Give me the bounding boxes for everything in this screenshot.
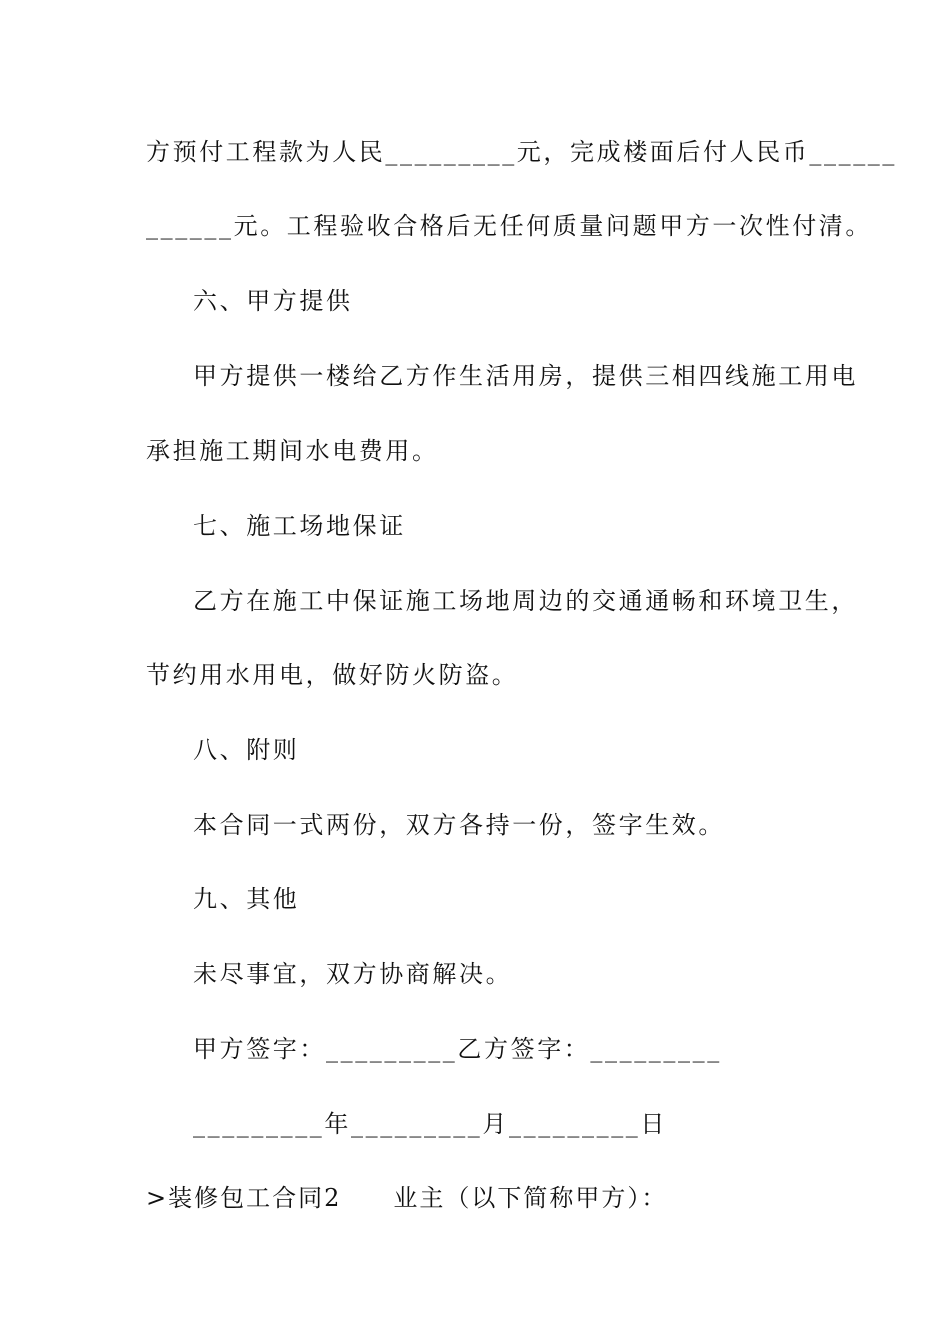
section-heading-8: 八、附则: [193, 736, 300, 764]
section-heading-6: 六、甲方提供: [193, 287, 353, 315]
section-6-text-line-1: 甲方提供一楼给乙方作生活用房，提供三相四线施工用电: [193, 362, 858, 390]
payment-terms-line-1: 方预付工程款为人民_________元，完成楼面后付人民币______: [146, 138, 897, 166]
payment-terms-line-2: ______元。工程验收合格后无任何质量问题甲方一次性付清。: [146, 212, 872, 240]
date-line: _________年_________月_________日: [193, 1110, 667, 1138]
section-7-text-line-1: 乙方在施工中保证施工场地周边的交通通畅和环境卫生，: [193, 587, 858, 615]
section-7-text-line-2: 节约用水用电，做好防火防盗。: [146, 661, 519, 689]
section-8-text: 本合同一式两份，双方各持一份，签字生效。: [193, 811, 725, 839]
signature-line: 甲方签字：_________乙方签字：_________: [193, 1035, 722, 1063]
section-heading-7: 七、施工场地保证: [193, 512, 406, 540]
next-contract-title: >装修包工合同2 业主（以下简称甲方）：: [146, 1184, 668, 1212]
section-heading-9: 九、其他: [193, 885, 300, 913]
section-6-text-line-2: 承担施工期间水电费用。: [146, 437, 439, 465]
section-9-text: 未尽事宜，双方协商解决。: [193, 960, 513, 988]
